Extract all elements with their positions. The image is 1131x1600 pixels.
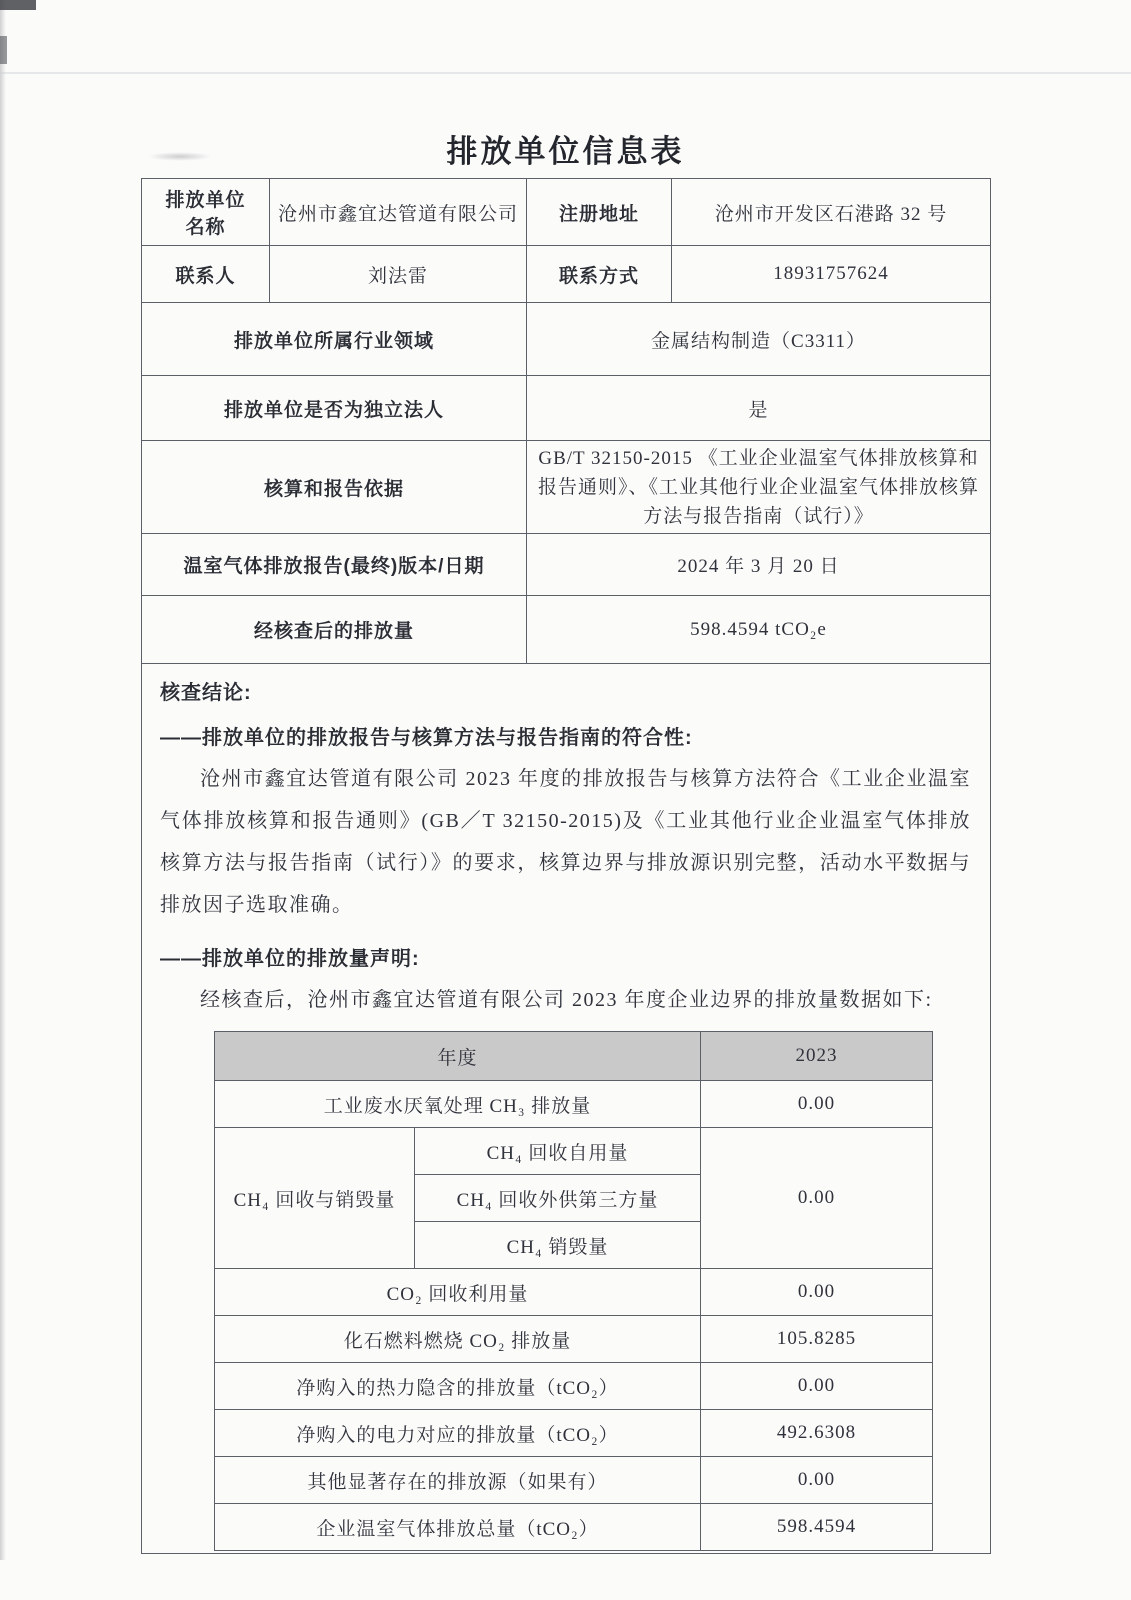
conformity-heading: ——排放单位的排放报告与核算方法与报告指南的符合性:: [160, 727, 693, 749]
table-row: [215, 1316, 933, 1363]
accounting-basis-value: GB/T 32150-2015 《工业企业温室气体排放核算和报告通则》、《工业其他行业企业温室气体排放核算方法与报告指南（试行）》: [527, 441, 991, 534]
industry-field-label: 排放单位所属行业领域: [142, 303, 527, 376]
table-row: [142, 376, 991, 441]
total-ghg-label: 企业温室气体排放总量（tCO₂）: [215, 1504, 701, 1551]
contact-method-label: 联系方式: [527, 246, 672, 303]
fossil-fuel-co2-value: 105.8285: [701, 1316, 933, 1363]
table-row: [142, 303, 991, 376]
ch4-destroyed-label: CH₄ 销毁量: [415, 1222, 701, 1269]
ch4-group-value: 0.00: [701, 1128, 933, 1269]
table-row: [142, 596, 991, 664]
purchased-electricity-value: 492.6308: [701, 1410, 933, 1457]
table-row: [215, 1269, 933, 1316]
emission-data-table: [214, 1031, 933, 1551]
accounting-basis-label: 核算和报告依据: [142, 441, 527, 534]
table-row: [142, 179, 991, 246]
table-row: [142, 441, 991, 534]
conclusion-heading: 核查结论:: [160, 682, 252, 704]
independent-legal-value: 是: [527, 376, 991, 441]
wastewater-ch3-label: 工业废水厌氧处理 CH₃ 排放量: [215, 1081, 701, 1128]
table-row: [142, 664, 991, 1554]
emission-unit-info-table: [141, 178, 991, 1554]
table-row: [215, 1410, 933, 1457]
year-header: 年度: [215, 1032, 701, 1081]
registered-address-label: 注册地址: [527, 179, 672, 246]
ch4-third-party-label: CH₄ 回收外供第三方量: [415, 1175, 701, 1222]
table-row: [142, 534, 991, 596]
table-row: [215, 1128, 933, 1175]
purchased-heat-label: 净购入的热力隐含的排放量（tCO₂）: [215, 1363, 701, 1410]
independent-legal-label: 排放单位是否为独立法人: [142, 376, 527, 441]
page-title: 排放单位信息表: [446, 134, 685, 169]
unit-name-value: 沧州市鑫宜达管道有限公司: [270, 179, 527, 246]
verification-conclusion: [150, 666, 982, 1551]
scan-corner-mark-2: [0, 36, 7, 64]
declaration-heading: ——排放单位的排放量声明:: [160, 948, 420, 970]
total-ghg-value: 598.4594: [701, 1504, 933, 1551]
other-sources-value: 0.00: [701, 1457, 933, 1504]
table-row: [215, 1457, 933, 1504]
contact-method-value: 18931757624: [672, 246, 991, 303]
industry-field-value: 金属结构制造（C3311）: [527, 303, 991, 376]
unit-name-label-text: 排放单位名称: [165, 190, 246, 238]
table-row: [215, 1363, 933, 1410]
ch4-self-use-label: CH₄ 回收自用量: [415, 1128, 701, 1175]
year-value-header: 2023: [701, 1032, 933, 1081]
scan-corner-mark: [0, 0, 36, 10]
co2-recovery-value: 0.00: [701, 1269, 933, 1316]
table-row: [215, 1504, 933, 1551]
registered-address-value: 沧州市开发区石港路 32 号: [672, 179, 991, 246]
table-row: [215, 1081, 933, 1128]
fossil-fuel-co2-label: 化石燃料燃烧 CO₂ 排放量: [215, 1316, 701, 1363]
other-sources-label: 其他显著存在的排放源（如果有）: [215, 1457, 701, 1504]
report-version-value: 2024 年 3 月 20 日: [527, 534, 991, 596]
declaration-paragraph: 经核查后，沧州市鑫宜达管道有限公司 2023 年度企业边界的排放量数据如下:: [200, 989, 933, 1011]
report-version-label: 温室气体排放报告(最终)版本/日期: [142, 534, 527, 596]
contact-person-value: 刘法雷: [270, 246, 527, 303]
scan-fold-line: [0, 72, 1131, 74]
purchased-electricity-label: 净购入的电力对应的排放量（tCO₂）: [215, 1410, 701, 1457]
co2-recovery-label: CO₂ 回收利用量: [215, 1269, 701, 1316]
purchased-heat-value: 0.00: [701, 1363, 933, 1410]
contact-person-label: 联系人: [142, 246, 270, 303]
verified-emissions-value: 598.4594 tCO₂e: [527, 596, 991, 664]
scan-edge-shadow: [0, 0, 6, 1560]
verification-conclusion-cell: [142, 664, 991, 1554]
wastewater-ch3-value: 0.00: [701, 1081, 933, 1128]
ch4-group-label: CH₄ 回收与销毁量: [215, 1128, 415, 1269]
verified-emissions-label: 经核查后的排放量: [142, 596, 527, 664]
conformity-paragraph: 沧州市鑫宜达管道有限公司 2023 年度的排放报告与核算方法符合《工业企业温室气体排放核算和报告通则》(GB／T 32150-2015)及《工业其他行业企业温室气体排放核算方法与报告指南（试行）》的要求，核算边界与排放源识别完整，活动水平数据与排放因子选取准确。: [160, 768, 971, 916]
unit-name-label: [142, 179, 270, 246]
table-header-row: [215, 1032, 933, 1081]
table-row: [142, 246, 991, 303]
